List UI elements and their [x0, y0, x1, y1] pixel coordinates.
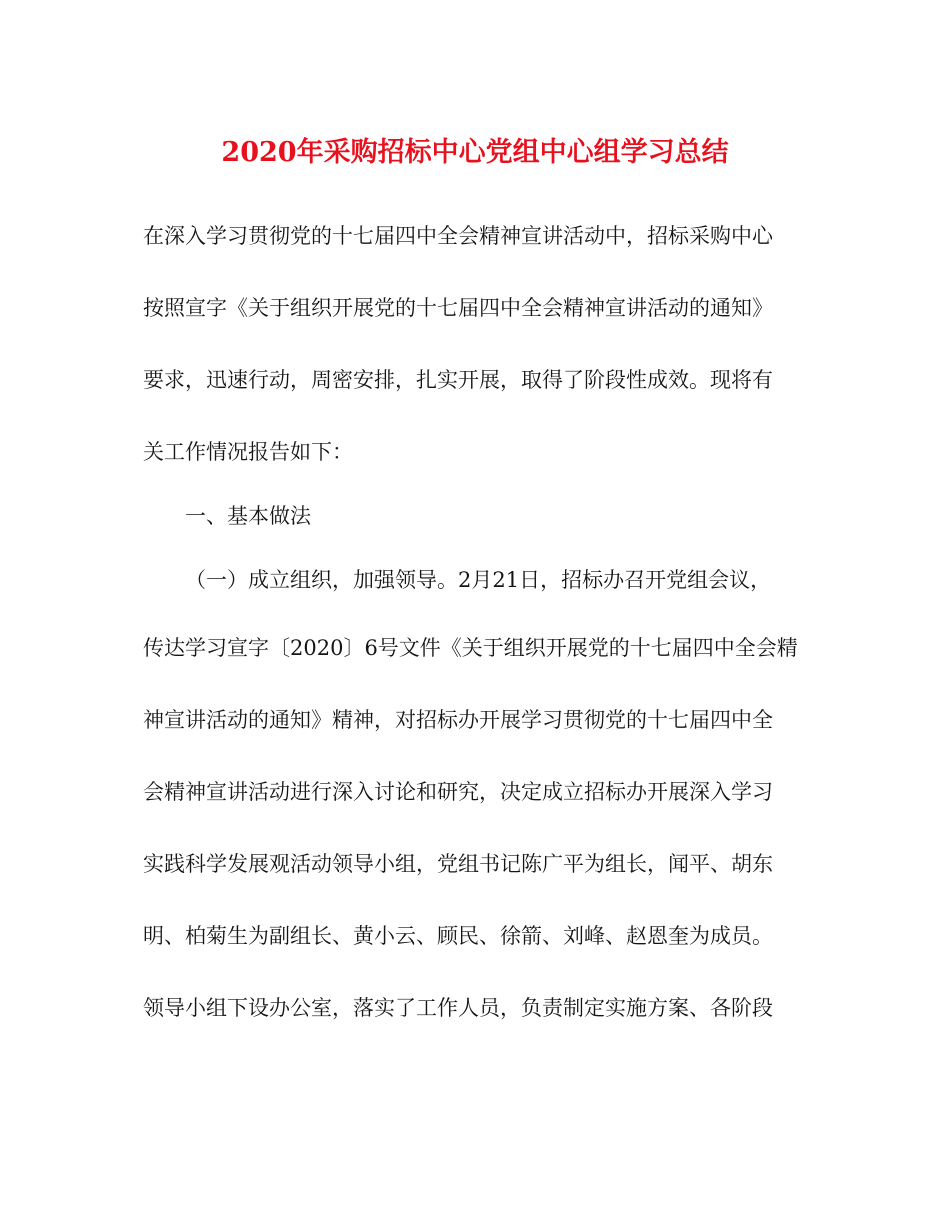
paragraph-line: 关工作情况报告如下：	[143, 440, 353, 464]
paragraph-line: 要求，迅速行动，周密安排，扎实开展，取得了阶段性成效。现将有	[143, 368, 773, 392]
paragraph-line: 传达学习宣字〔2020〕6号文件《关于组织开展党的十七届四中全会精	[143, 636, 798, 660]
section-heading: 一、基本做法	[185, 504, 311, 528]
paragraph-line: 在深入学习贯彻党的十七届四中全会精神宣讲活动中，招标采购中心	[143, 224, 773, 248]
paragraph-line: 神宣讲活动的通知》精神，对招标办开展学习贯彻党的十七届四中全	[143, 708, 773, 732]
paragraph-line: 按照宣字《关于组织开展党的十七届四中全会精神宣讲活动的通知》	[143, 296, 773, 320]
paragraph-line: （一）成立组织，加强领导。2月21日，招标办召开党组会议，	[185, 568, 772, 592]
paragraph-line: 会精神宣讲活动进行深入讨论和研究，决定成立招标办开展深入学习	[143, 780, 773, 804]
paragraph-line: 领导小组下设办公室，落实了工作人员，负责制定实施方案、各阶段	[143, 996, 773, 1020]
paragraph-line: 明、柏菊生为副组长、黄小云、顾民、徐箭、刘峰、赵恩奎为成员。	[143, 924, 773, 948]
document-title: 2020年采购招标中心党组中心组学习总结	[221, 137, 729, 168]
paragraph-line: 实践科学发展观活动领导小组，党组书记陈广平为组长，闻平、胡东	[143, 852, 773, 876]
